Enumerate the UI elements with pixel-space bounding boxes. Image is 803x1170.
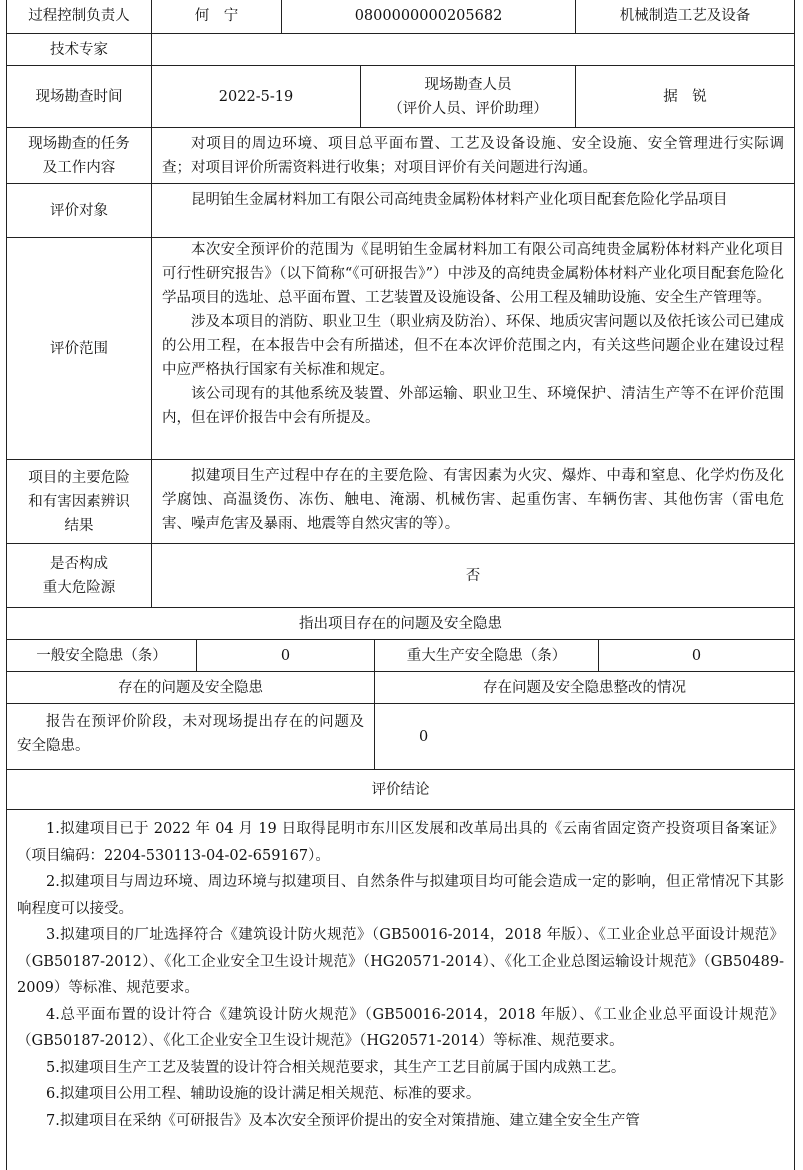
hazard-identification-text: 拟建项目生产过程中存在的主要危险、有害因素为火灾、爆炸、中毒和窒息、化学灼伤及化学腐蚀、高温烫伤、冻伤、触电、淹溺、机械伤害、起重伤害、车辆伤害、其他伤害（雷电危害、噪声危害及暴雨、地震等自然灾害的等）。 (162, 468, 784, 532)
conclusion-item: 1.拟建项目已于 2022 年 04 月 19 日取得昆明市东川区发展和改革局出具的《云南省固定资产投资项目备案证》（项目编码：2204-530113-04-02-659167）。 (17, 821, 784, 864)
rectification-column-heading: 存在问题及安全隐患整改的情况 (375, 672, 795, 704)
site-survey-staff-name: 据 锐 (576, 66, 795, 128)
site-survey-time-label: 现场勘查时间 (6, 66, 152, 128)
evaluation-object-content (152, 184, 795, 238)
evaluation-scope-paragraph-3: 该公司现有的其他系统及装置、外部运输、职业卫生、环境保护、清洁生产等不在评价范围内，但在评价报告中会有所提及。 (162, 386, 784, 426)
major-hazard-label (6, 544, 152, 608)
hazard-identification-content (152, 460, 795, 544)
site-survey-date: 2022-5-19 (152, 66, 361, 128)
hazard-label-line3: 结果 (64, 517, 94, 534)
technical-expert-value (152, 34, 795, 66)
evaluation-object-text: 昆明铂生金属材料加工有限公司高纯贵金属粉体材料产业化项目配套危险化学品项目 (191, 192, 728, 208)
conclusion-item: 2.拟建项目与周边环境、周边环境与拟建项目、自然条件与拟建项目均可能会造成一定的影响，但正常情况下其影响程度可以接受。 (17, 874, 784, 917)
process-owner-specialty: 机械制造工艺及设备 (576, 0, 795, 34)
existing-issues-column-heading: 存在的问题及安全隐患 (6, 672, 375, 704)
conclusion-item: 5.拟建项目生产工艺及装置的设计符合相关规范要求，其生产工艺目前属于国内成熟工艺。 (46, 1059, 626, 1076)
evaluation-object-label: 评价对象 (6, 184, 152, 238)
evaluation-scope-label: 评价范围 (6, 238, 152, 460)
conclusion-heading: 评价结论 (6, 770, 795, 810)
major-hazard-label-line2: 重大危险源 (42, 579, 116, 596)
hazard-label-line2: 和有害因素辨识 (28, 493, 130, 510)
site-survey-staff-label (361, 66, 576, 128)
existing-issues-text: 报告在预评价阶段，未对现场提出存在的问题及安全隐患。 (17, 714, 364, 754)
major-hazard-label-line1: 是否构成 (50, 555, 108, 572)
major-hazard-count-value: 0 (599, 640, 795, 672)
issues-heading: 指出项目存在的问题及安全隐患 (6, 608, 795, 640)
survey-task-text: 对项目的周边环境、项目总平面布置、工艺及设备设施、安全设施、安全管理进行实际调查；对项目评价所需资料进行收集；对项目评价有关问题进行沟通。 (162, 136, 784, 176)
major-hazard-value: 否 (152, 544, 795, 608)
survey-task-label (6, 128, 152, 184)
rectification-value: 0 (375, 704, 795, 770)
process-owner-label: 过程控制负责人 (6, 0, 152, 34)
conclusion-item: 7.拟建项目在采纳《可研报告》及本次安全预评价提出的安全对策措施、建立建全安全生产管 (46, 1112, 640, 1129)
general-hazard-count-label: 一般安全隐患（条） (6, 640, 197, 672)
conclusion-content (6, 810, 795, 1170)
survey-task-label-line2: 及工作内容 (42, 159, 116, 176)
technical-expert-label: 技术专家 (6, 34, 152, 66)
evaluation-scope-content (152, 238, 795, 460)
evaluation-scope-paragraph-2: 涉及本项目的消防、职业卫生（职业病及防治）、环保、地质灾害问题以及依托该公司已建成的公用工程，在本报告中会有所描述，但不在本次评价范围之内，有关这些问题企业在建设过程中应严格执行国家有关标准和规定。 (162, 314, 784, 378)
process-owner-name: 何 宁 (152, 0, 282, 34)
survey-task-label-line1: 现场勘查的任务 (28, 135, 130, 152)
general-hazard-count-value: 0 (197, 640, 375, 672)
conclusion-item: 6.拟建项目公用工程、辅助设施的设计满足相关规范、标准的要求。 (46, 1086, 481, 1102)
conclusion-item: 3.拟建项目的厂址选择符合《建筑设计防火规范》（GB50016-2014，2018 年版）、《工业企业总平面设计规范》（GB50187-2012）、《化工企业安全卫生设计规范》（HG20571-2014）、《化工企业总图运输设计规范》（GB50489-2009）等标准、规范要求。 (17, 927, 784, 996)
hazard-label-line1: 项目的主要危险 (28, 469, 130, 486)
existing-issues-content (6, 704, 375, 770)
conclusion-item: 4.总平面布置的设计符合《建筑设计防火规范》（GB50016-2014，2018 年版）、《工业企业总平面设计规范》（GB50187-2012）、《化工企业安全卫生设计规范》（HG20571-2014）等标准、规范要求。 (17, 1006, 784, 1049)
survey-task-content (152, 128, 795, 184)
process-owner-id-number: 0800000000205682 (282, 0, 576, 34)
hazard-identification-label (6, 460, 152, 544)
site-survey-staff-label-line2: （评价人员、评价助理） (388, 100, 548, 117)
site-survey-staff-label-line1: 现场勘查人员 (424, 76, 512, 93)
major-hazard-count-label: 重大生产安全隐患（条） (375, 640, 599, 672)
evaluation-scope-paragraph-1: 本次安全预评价的范围为《昆明铂生金属材料加工有限公司高纯贵金属粉体材料产业化项目可行性研究报告》（以下简称“《可研报告》”）中涉及的高纯贵金属粉体材料产业化项目配套危险化学品项目的选址、总平面布置、工艺装置及设施设备、公用工程及辅助设施、安全生产管理等。 (162, 242, 784, 306)
